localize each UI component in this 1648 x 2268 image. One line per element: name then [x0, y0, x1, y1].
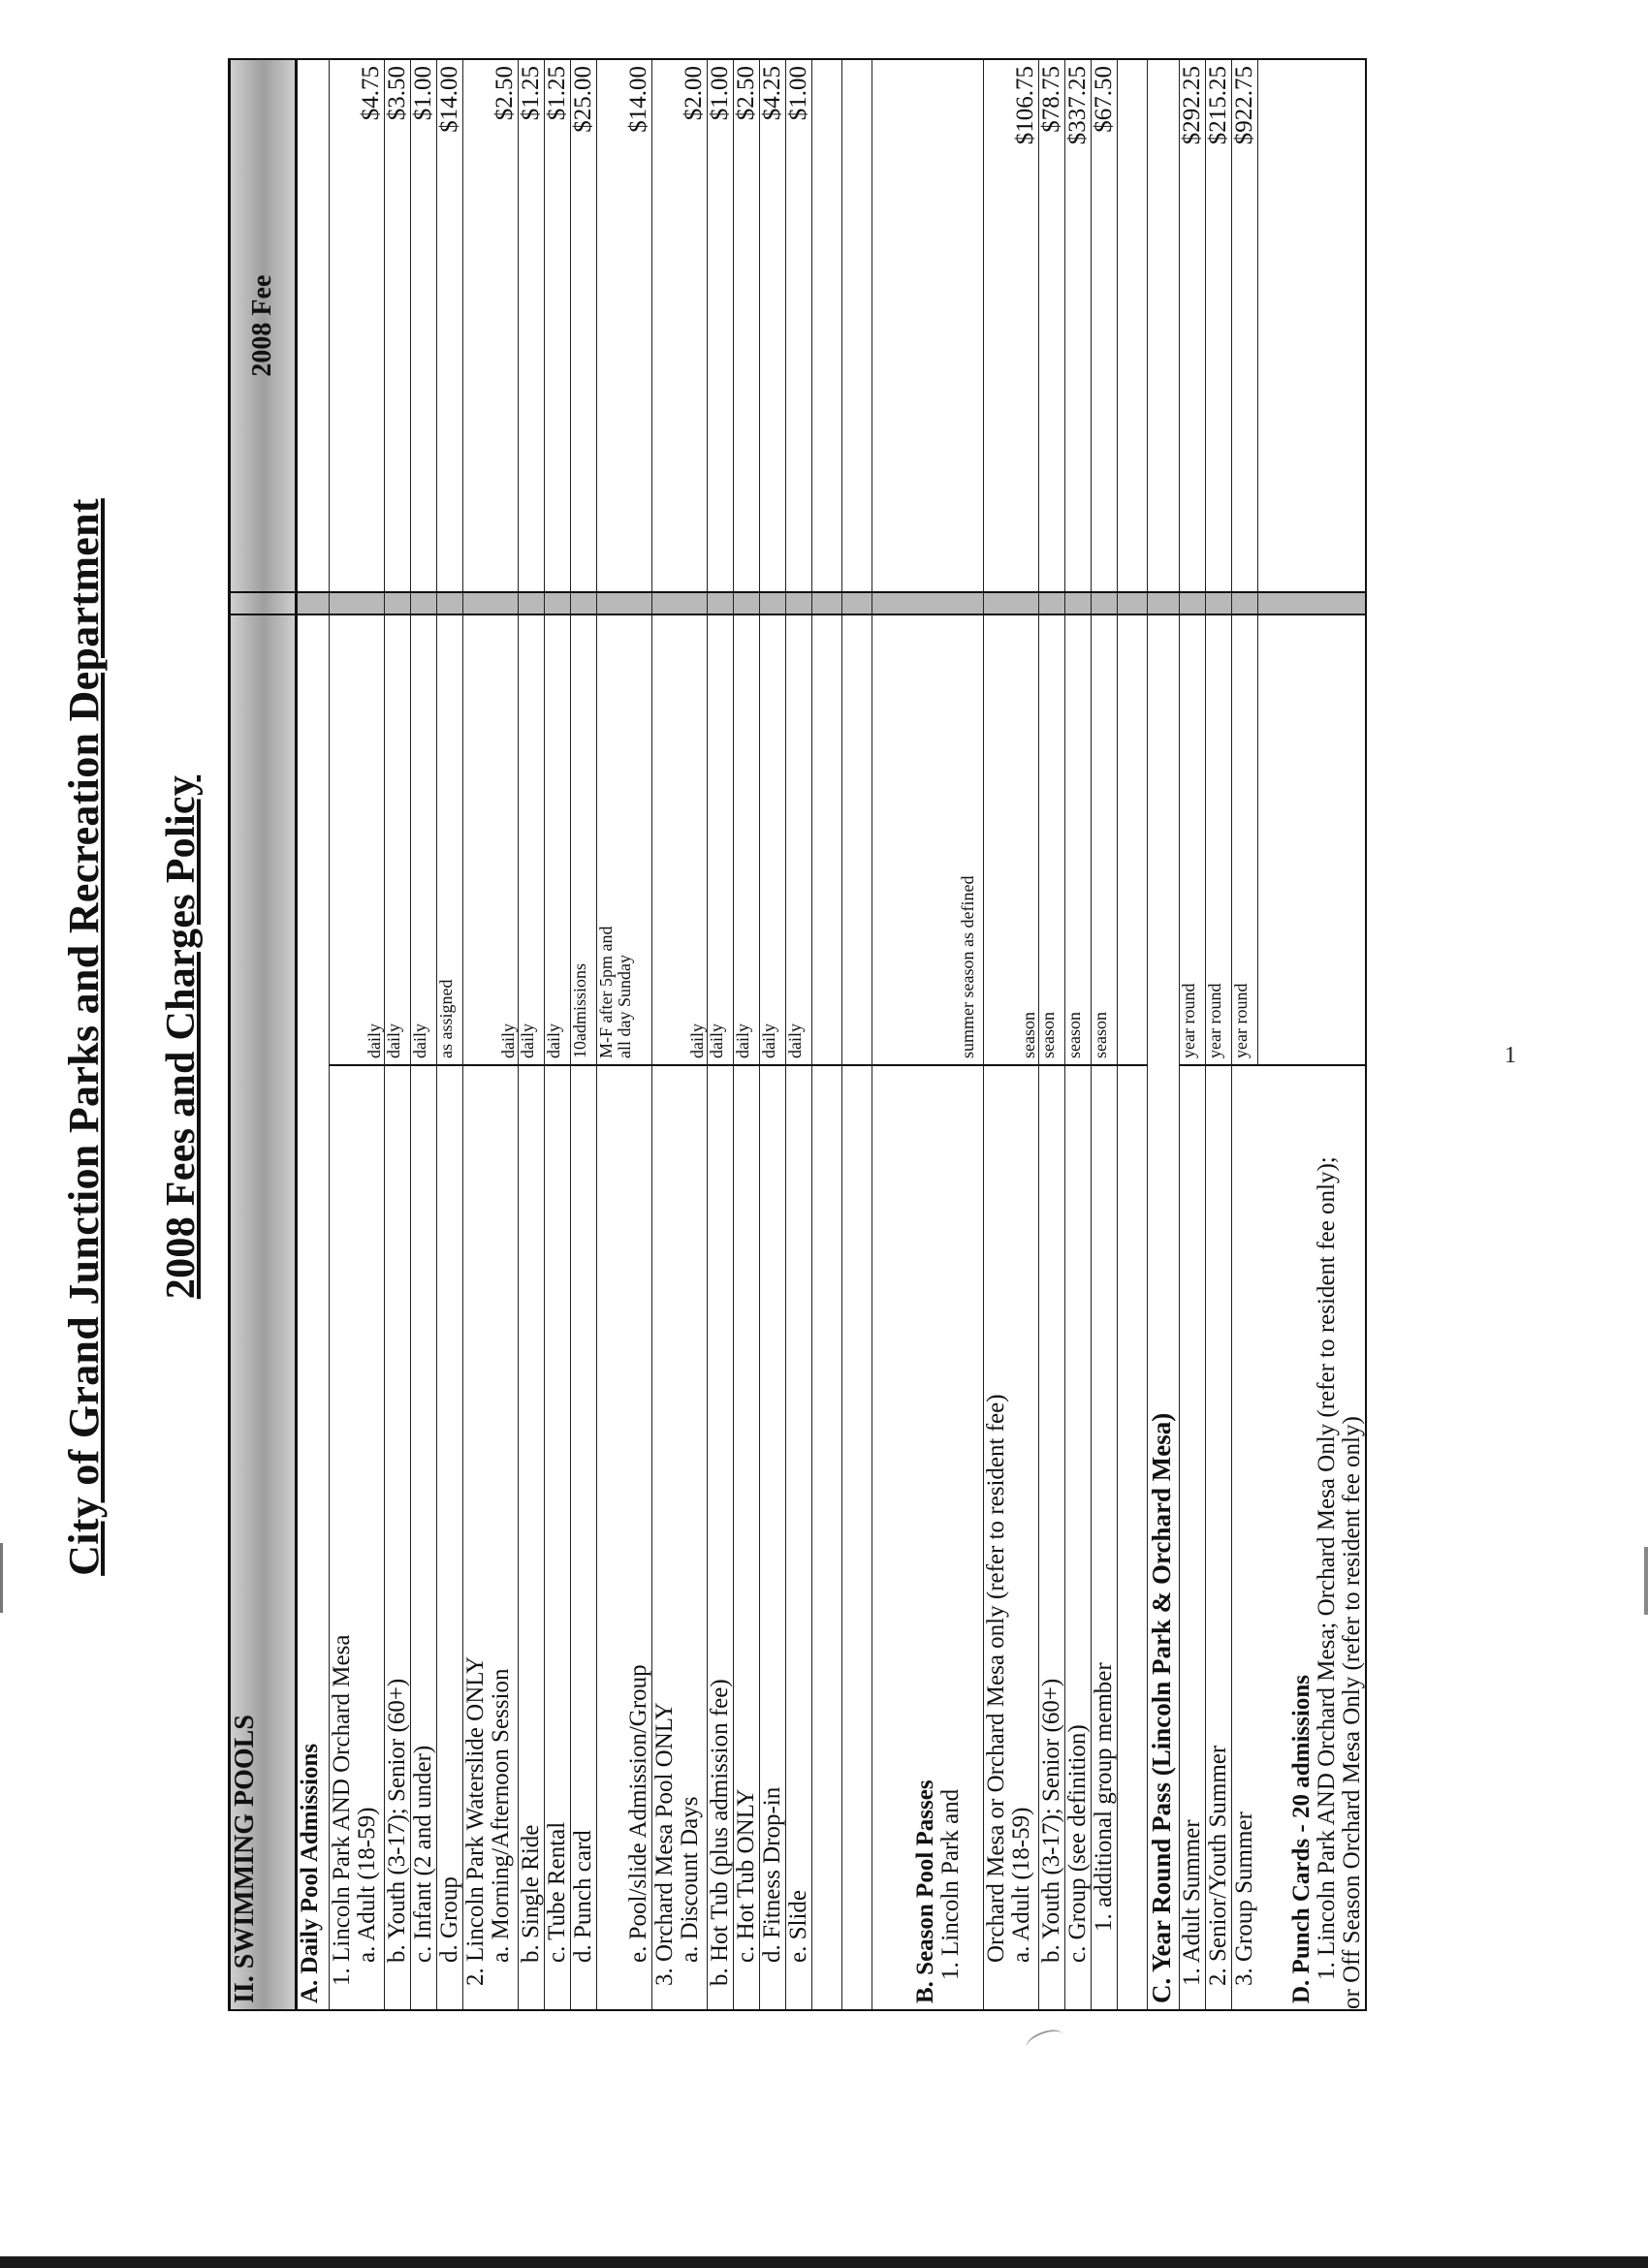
row-fee: $337.25: [1065, 59, 1092, 592]
row-label: c. Tube Rental: [545, 1065, 571, 2010]
table-row: [597, 59, 652, 2010]
fee-header: 2008 Fee: [230, 59, 297, 592]
row-period: year round: [1232, 614, 1258, 1065]
table-row: [1039, 59, 1065, 2010]
row-label: d. Fitness Drop-in: [760, 1065, 786, 2010]
row-label: [984, 1065, 1039, 2010]
row-label: b. Youth (3-17); Senior (60+): [1039, 1065, 1065, 2010]
row-period: as assigned: [437, 614, 463, 1065]
row-fee: $922.75: [1232, 59, 1258, 592]
row-label: 3. Group Summer: [1232, 1065, 1258, 2010]
scan-edge-mark-left: [0, 1543, 3, 1613]
table-row: [385, 59, 411, 2010]
section-c-heading: C. Year Round Pass (Lincoln Park & Orchard Mesa): [1148, 614, 1180, 2010]
row-fee: $106.75: [984, 59, 1039, 592]
row-period: daily: [463, 614, 519, 1065]
section-a-heading-row: [297, 59, 330, 2010]
table-row: [734, 59, 760, 2010]
table-row: [411, 59, 437, 2010]
row-period: season: [1039, 614, 1065, 1065]
row-fee: $1.00: [708, 59, 734, 592]
row-period: daily: [786, 614, 812, 1065]
table-row: [760, 59, 786, 2010]
fees-table: [228, 58, 1367, 2011]
row-period: season: [984, 614, 1039, 1065]
section-b-heading: B. Season Pool Passes: [912, 1780, 938, 2003]
table-row: [1180, 59, 1206, 2010]
table-row: [330, 59, 385, 2010]
item-label: a. Adult (18-59): [354, 1807, 380, 1963]
row-label: b. Hot Tub (plus admission fee): [708, 1065, 734, 2010]
row-period: daily: [652, 614, 708, 1065]
spacer-row: [842, 59, 872, 2010]
row-period: daily: [411, 614, 437, 1065]
row-period: daily: [385, 614, 411, 1065]
row-period: daily: [708, 614, 734, 1065]
section-c-heading-row: [1148, 59, 1180, 2010]
table-header-row: [230, 59, 297, 2010]
section-header: II. SWIMMING POOLS: [230, 614, 297, 2010]
row-fee: $1.25: [545, 59, 571, 592]
table-row: [519, 59, 545, 2010]
table-row: [652, 59, 708, 2010]
row-fee: $1.00: [411, 59, 437, 592]
document-subtitle: 2008 Fees and Charges Policy: [159, 774, 204, 1300]
row-fee: $292.25: [1180, 59, 1206, 592]
row-label: c. Hot Tub ONLY: [734, 1065, 760, 2010]
table-row: [571, 59, 597, 2010]
row-fee: $2.00: [652, 59, 708, 592]
row-period: year round: [1180, 614, 1206, 1065]
row-fee: $14.00: [597, 59, 652, 592]
row-period: daily: [330, 614, 385, 1065]
row-period: daily: [519, 614, 545, 1065]
group-label: 3. Orchard Mesa Pool ONLY: [651, 1702, 678, 1986]
spacer-row: [812, 59, 842, 2010]
section-b-period: summer season as defined: [872, 614, 984, 1065]
row-label: d. Punch card: [571, 1065, 597, 2010]
table-row: [708, 59, 734, 2010]
row-period: year round: [1206, 614, 1232, 1065]
spacer-row: [1118, 59, 1148, 2010]
row-fee: $14.00: [437, 59, 463, 592]
row-fee: $4.75: [330, 59, 385, 592]
row-period: 10admissions: [571, 614, 597, 1065]
section-d-line: or Off Season Orchard Mesa Only (refer to resident fee only): [1338, 1416, 1365, 2009]
row-fee: $2.50: [463, 59, 519, 592]
row-period: [597, 614, 652, 1065]
table-row: [463, 59, 519, 2010]
period-line: M-F after 5pm and: [596, 926, 616, 1058]
row-label: [330, 1065, 385, 2010]
row-period: daily: [760, 614, 786, 1065]
row-label: b. Single Ride: [519, 1065, 545, 2010]
group-label: 1. Lincoln Park and: [937, 1788, 964, 1980]
row-label: c. Group (see definition): [1065, 1065, 1092, 2010]
table-row: [1092, 59, 1118, 2010]
row-fee: $25.00: [571, 59, 597, 592]
row-period: daily: [734, 614, 760, 1065]
table-row: [1065, 59, 1092, 2010]
row-fee: $78.75: [1039, 59, 1065, 592]
row-fee: $2.50: [734, 59, 760, 592]
row-fee: $4.25: [760, 59, 786, 592]
item-label: a. Discount Days: [677, 1796, 703, 1963]
column-separator: [230, 592, 297, 614]
row-label: e. Slide: [786, 1065, 812, 2010]
section-b-label: [872, 1065, 984, 2010]
row-period: daily: [545, 614, 571, 1065]
table-row: [1206, 59, 1232, 2010]
document-title: City of Grand Junction Parks and Recreation Department: [60, 498, 108, 1576]
group-label: 2. Lincoln Park Waterslide ONLY: [462, 1655, 489, 1986]
rotated-page: [44, 0, 1648, 2035]
table-row: [545, 59, 571, 2010]
section-d-block: [1258, 59, 1366, 2010]
row-label: b. Youth (3-17); Senior (60+): [385, 1065, 411, 2010]
period-line: all day Sunday: [614, 955, 634, 1058]
row-fee: $1.00: [786, 59, 812, 592]
section-d-heading: D. Punch Cards - 20 admissions: [1287, 1675, 1315, 2003]
row-label: 1. additional group member: [1092, 1065, 1118, 2010]
section-b-block: [872, 59, 984, 2010]
item-label: a. Adult (18-59): [1008, 1807, 1034, 1963]
row-label: [463, 1065, 519, 2010]
row-label: e. Pool/slide Admission/Group: [597, 1065, 652, 2010]
row-fee: $1.25: [519, 59, 545, 592]
row-label: [652, 1065, 708, 2010]
group-label: Orchard Mesa or Orchard Mesa only (refer to resident fee): [983, 1394, 1009, 1963]
group-label: 1. Lincoln Park AND Orchard Mesa: [329, 1634, 355, 1986]
table-row: [437, 59, 463, 2010]
table-row: [984, 59, 1039, 2010]
table-row: [786, 59, 812, 2010]
row-label: d. Group: [437, 1065, 463, 2010]
page-number: 1: [1505, 1043, 1516, 1068]
row-fee: $215.25: [1206, 59, 1232, 592]
item-label: a. Morning/Afternoon Session: [488, 1668, 514, 1963]
row-fee: $67.50: [1092, 59, 1118, 592]
section-d-label: [1258, 1065, 1366, 2010]
row-label: c. Infant (2 and under): [411, 1065, 437, 2010]
table-row: [1232, 59, 1258, 2010]
row-label: 1. Adult Summer: [1180, 1065, 1206, 2010]
section-d-line: 1. Lincoln Park AND Orchard Mesa; Orchard Mesa Only (refer to resident fee only);: [1313, 1156, 1340, 1980]
section-a-heading: A. Daily Pool Admissions: [297, 614, 330, 2010]
row-fee: $3.50: [385, 59, 411, 592]
row-period: season: [1065, 614, 1092, 1065]
row-label: 2. Senior/Youth Summer: [1206, 1065, 1232, 2010]
scan-bottom-edge: [0, 2256, 1648, 2268]
row-period: season: [1092, 614, 1118, 1065]
